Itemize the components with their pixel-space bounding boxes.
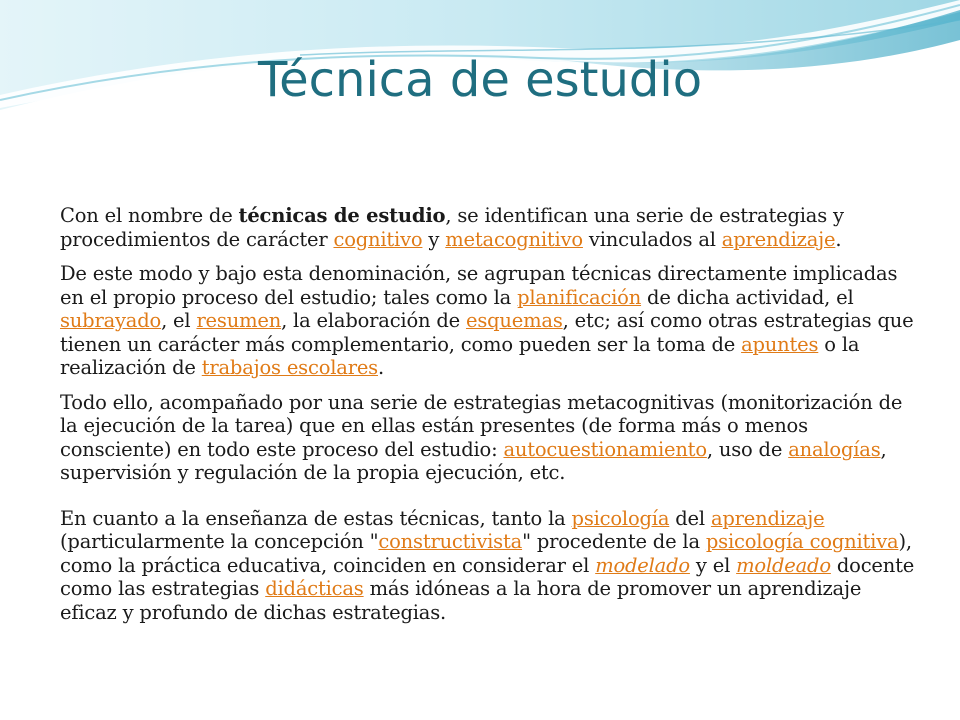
link-analogias[interactable]: analogías — [788, 437, 881, 461]
link-aprendizaje[interactable]: aprendizaje — [721, 227, 836, 251]
text: más idóneas a la hora de promover un aprendizaje eficaz y profundo de dichas estrategias. — [60, 577, 862, 624]
text: Todo ello, acompañado por una serie de estrategias metacognitivas (monitorización de la ejecución de la tarea) que en ellas están presentes (de forma más o menos consciente) en todo este proceso del estudio: — [60, 390, 903, 461]
slide-title: Técnica de estudio — [257, 52, 703, 108]
text: o la realización de — [60, 332, 860, 379]
slide-body — [60, 204, 920, 635]
text: , el — [161, 309, 197, 332]
text: y — [422, 227, 446, 251]
text: . — [377, 356, 384, 379]
text: vinculados al — [582, 227, 722, 251]
link-apuntes[interactable]: apuntes — [741, 332, 819, 356]
link-psicologia-cognitiva[interactable]: psicología cognitiva — [705, 530, 899, 553]
text: de dicha actividad, el — [641, 285, 854, 309]
link-resumen[interactable]: resumen — [196, 309, 282, 332]
text: En cuanto a la enseñanza de estas técnicas, tanto la — [60, 506, 572, 530]
paragraph-techniques — [60, 262, 920, 380]
text: Con el nombre de — [60, 204, 239, 227]
link-subrayado[interactable]: subrayado — [60, 309, 162, 332]
link-constructivista[interactable]: constructivista — [378, 530, 523, 553]
bold-term: técnicas de estudio — [238, 204, 446, 227]
text: del — [669, 506, 711, 530]
link-trabajos-escolares[interactable]: trabajos escolares — [201, 356, 378, 379]
link-aprendizaje-2[interactable]: aprendizaje — [710, 506, 825, 530]
link-modelado[interactable]: modelado — [595, 553, 690, 577]
text: . — [835, 227, 842, 251]
link-planificacion[interactable]: planificación — [517, 285, 642, 309]
text: , supervisión y regulación de la propia ejecución, etc. — [60, 437, 887, 484]
link-cognitivo[interactable]: cognitivo — [333, 227, 423, 251]
text: ), como la práctica educativa, coinciden en considerar el — [60, 530, 912, 577]
link-moldeado[interactable]: moldeado — [736, 553, 831, 577]
text: " procedente de la — [522, 530, 706, 553]
link-didacticas[interactable]: didácticas — [265, 577, 364, 600]
link-metacognitivo[interactable]: metacognitivo — [445, 227, 583, 251]
link-esquemas[interactable]: esquemas — [465, 309, 563, 332]
text: , etc; así como otras estrategias que tienen un carácter más complementario, como pueden ser la toma de — [60, 309, 914, 356]
paragraph-definition — [60, 204, 920, 251]
text: (particularmente la concepción " — [60, 530, 379, 553]
text: De este modo y bajo esta denominación, se agrupan técnicas directamente implicadas en el propio proceso del estudio; tales como la — [60, 262, 898, 309]
paragraph-teaching — [60, 507, 920, 625]
text: y el — [689, 553, 737, 577]
text: docente como las estrategias — [60, 553, 915, 600]
text: , la elaboración de — [281, 309, 466, 332]
text: , uso de — [706, 437, 789, 461]
paragraph-metacognitive — [60, 391, 920, 485]
link-psicologia[interactable]: psicología — [571, 506, 670, 530]
text: , se identifican una serie de estrategias y procedimientos de carácter — [60, 204, 844, 251]
link-autocuestionamiento[interactable]: autocuestionamiento — [503, 437, 707, 461]
